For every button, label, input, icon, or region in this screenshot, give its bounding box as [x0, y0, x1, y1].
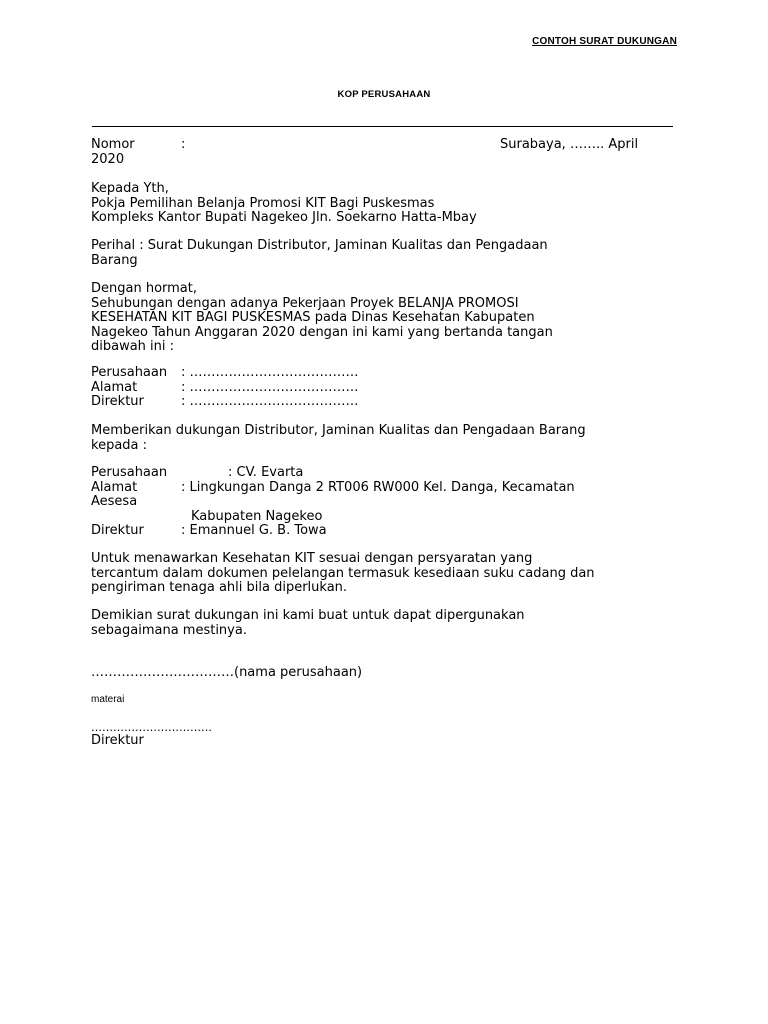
- signer-field-row: [91, 366, 677, 381]
- materai-label: materai: [91, 694, 125, 705]
- signer-fields: [91, 366, 677, 410]
- supported-row-director: [91, 524, 677, 539]
- letter-meta: [91, 138, 677, 167]
- purpose-line-3: pengiriman tenaga ahli bila diperlukan.: [91, 580, 348, 595]
- recipient-line-2: Kompleks Kantor Bupati Nagekeo Jln. Soekarno Hatta-Mbay: [91, 210, 477, 225]
- supported-company: [91, 466, 677, 539]
- letter-year: 2020: [91, 151, 125, 167]
- salutation: Dengan hormat,: [91, 281, 198, 296]
- supported-director-label: Direktur: [91, 523, 144, 538]
- recipient-block: [91, 182, 677, 226]
- closing-line-1: Demikian surat dukungan ini kami buat untuk dapat dipergunakan: [91, 608, 525, 623]
- supported-address-label: Alamat: [91, 479, 138, 495]
- supported-address-cont: Aesesa: [91, 494, 138, 509]
- nomor-label: Nomor: [91, 137, 135, 152]
- field-value: : …………………………………: [181, 394, 359, 409]
- opening-block: [91, 282, 677, 355]
- purpose-paragraph: [91, 552, 677, 596]
- nomor-colon: :: [181, 137, 186, 152]
- supported-address-value: : Lingkungan Danga 2 RT006 RW000 Kel. Danga, Kecamatan: [181, 479, 575, 495]
- signature-title: Direktur: [91, 733, 144, 748]
- field-label: Perusahaan: [91, 365, 168, 380]
- field-label: Alamat: [91, 379, 138, 395]
- sample-title: CONTOH SURAT DUKUNGAN: [532, 36, 677, 47]
- signature-block: [91, 722, 677, 749]
- purpose-text-1: Untuk menawarkan Kesehatan KIT sesuai dengan persyaratan yang: [91, 551, 533, 566]
- opening-line-1: Sehubungan dengan adanya Pekerjaan Proyek BELANJA PROMOSI: [91, 295, 519, 311]
- subject-block: [91, 239, 677, 268]
- supported-address-regency: Kabupaten Nagekeo: [191, 508, 323, 524]
- field-label: Direktur: [91, 394, 144, 409]
- subject-line-2: Barang: [91, 252, 138, 268]
- field-value: : …………………………………: [181, 365, 359, 380]
- opening-line-3: Nagekeo Tahun Anggaran 2020 dengan ini kami yang bertanda tangan: [91, 324, 553, 340]
- supported-director-value: : Emannuel G. B. Towa: [181, 523, 327, 538]
- signer-field-row: [91, 381, 677, 396]
- closing-line-2: sebagaimana mestinya.: [91, 622, 247, 638]
- supported-company-value: : CV. Evarta: [228, 465, 304, 480]
- opening-line-2: KESEHATAN KIT BAGI PUSKESMAS pada Dinas Kesehatan Kabupaten: [91, 310, 535, 325]
- purpose-line-2: tercantum dalam dokumen pelelangan termasuk kesediaan suku cadang dan: [91, 565, 595, 581]
- header-divider: [92, 126, 673, 127]
- support-line-2: kepada :: [91, 437, 148, 453]
- subject-line-1: Perihal : Surat Dukungan Distributor, Jaminan Kualitas dan Pengadaan: [91, 238, 548, 253]
- supported-company-label: Perusahaan: [91, 465, 168, 480]
- support-line-1: Memberikan dukungan Distributor, Jaminan Kualitas dan Pengadaan Barang: [91, 423, 586, 438]
- purpose-line-1: [91, 552, 677, 567]
- place-date: Surabaya, …….. April: [500, 137, 639, 152]
- supported-row-address: [91, 481, 677, 496]
- opening-line-4: dibawah ini :: [91, 339, 175, 354]
- supported-row-company: [91, 466, 677, 481]
- signature-company: ……………………………(nama perusahaan): [91, 665, 363, 680]
- support-statement: [91, 424, 677, 453]
- signer-field-row: [91, 395, 677, 410]
- recipient-line-1: Pokja Pemilihan Belanja Promosi KIT Bagi Puskesmas: [91, 195, 435, 211]
- letterhead-placeholder: KOP PERUSAHAAN: [337, 89, 431, 100]
- signature-dots: ……………………………: [91, 721, 212, 734]
- field-value: : …………………………………: [181, 379, 359, 395]
- closing-paragraph: [91, 609, 677, 638]
- recipient-greeting: Kepada Yth,: [91, 181, 169, 196]
